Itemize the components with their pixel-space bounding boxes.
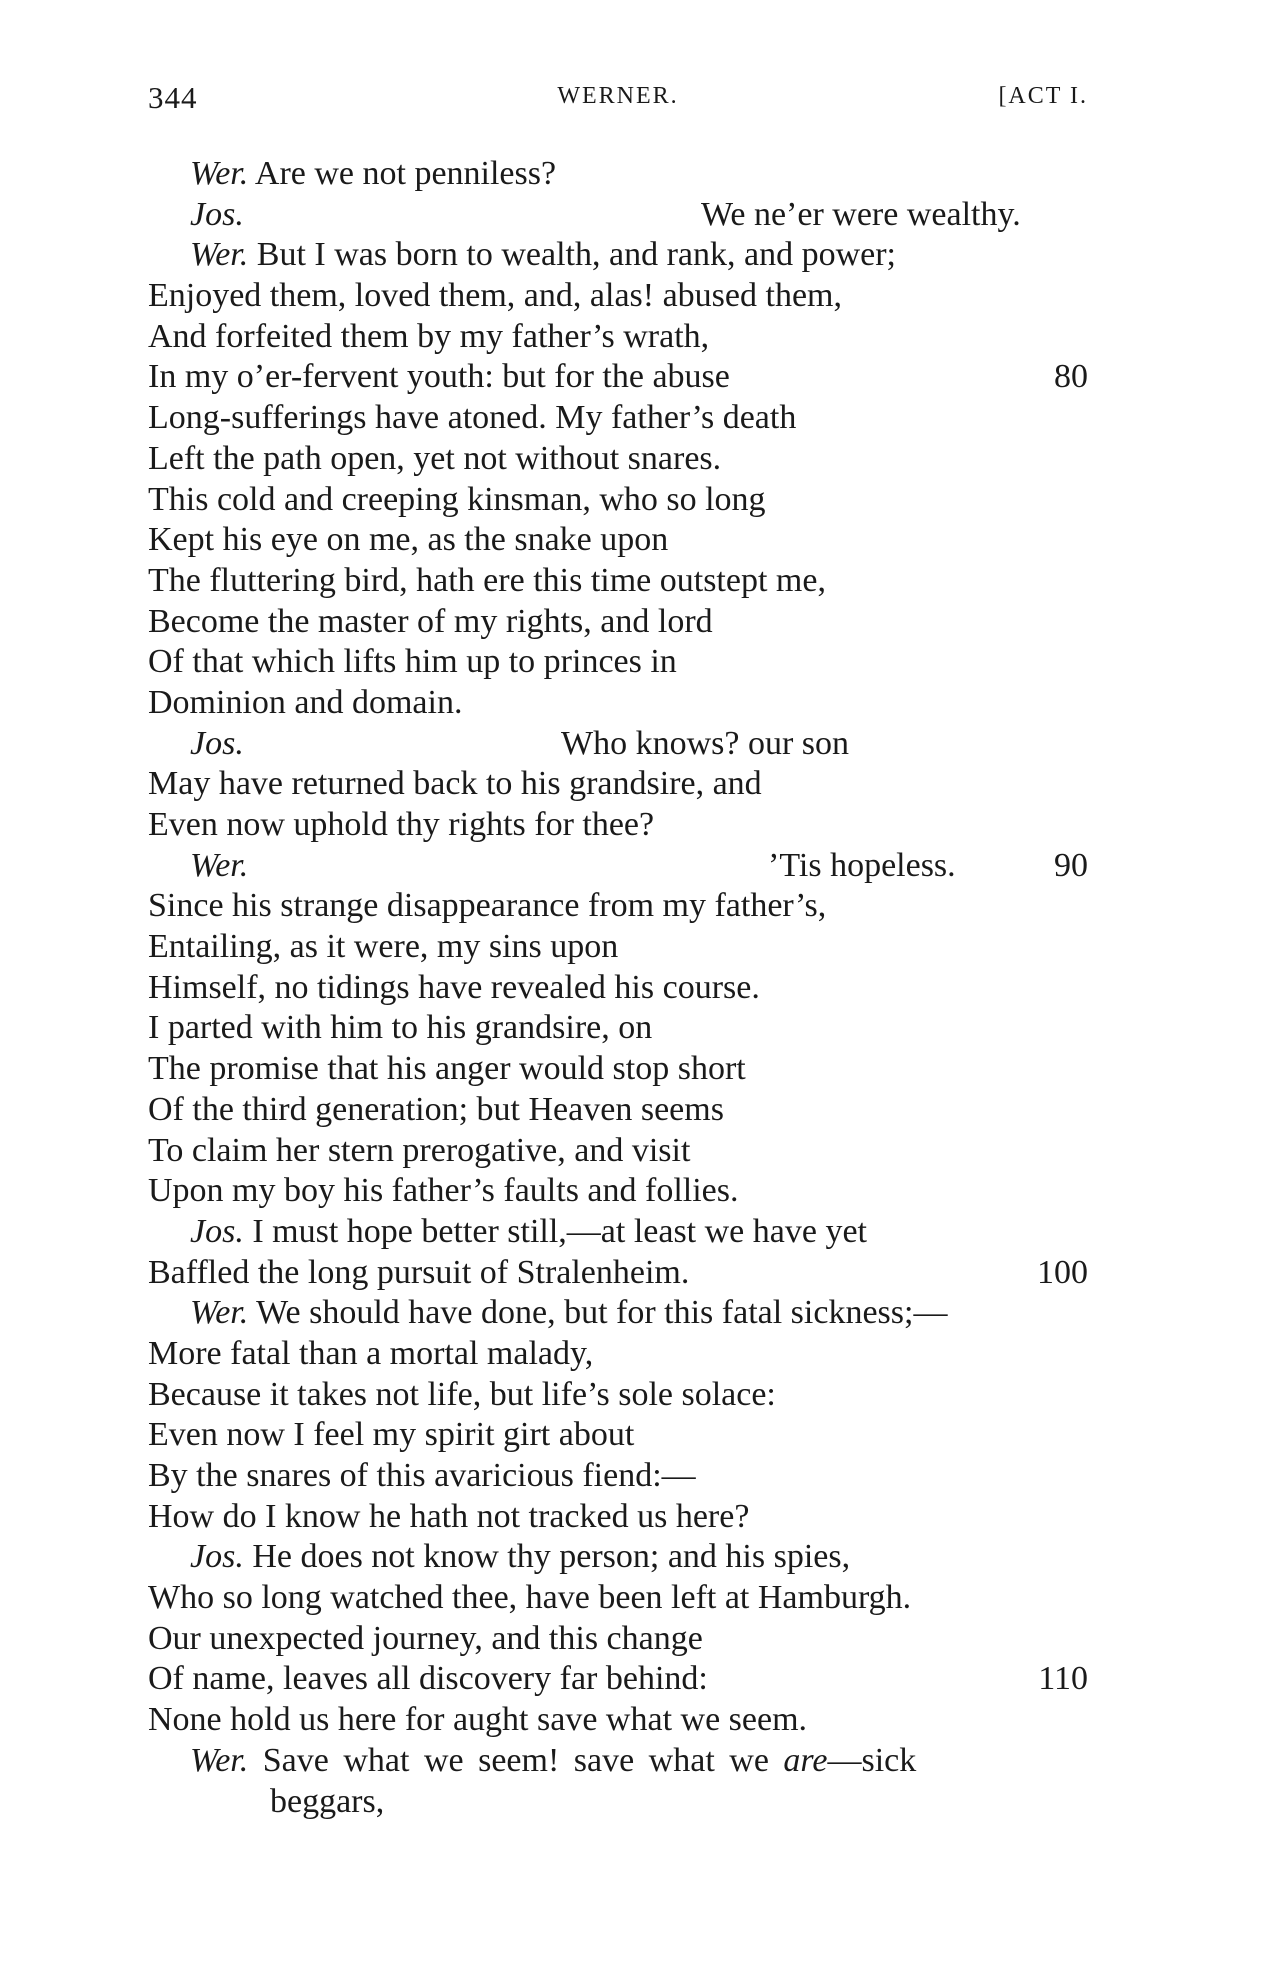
verse-line: May have returned back to his grandsire, and	[148, 765, 762, 803]
verse-line: Our unexpected journey, and this change	[148, 1619, 703, 1657]
verse-line: Wer. But I was born to wealth, and rank, and power;	[190, 236, 896, 274]
speaker-name: Wer.	[190, 155, 249, 192]
verse-line: By the snares of this avaricious fiend:—	[148, 1457, 696, 1494]
verse-line: Jos. I must hope better still,—at least we have yet	[190, 1212, 867, 1250]
verse-line: Jos. Who knows? our son	[190, 724, 850, 762]
verse-line: Baffled the long pursuit of Stralenheim. 100	[148, 1253, 1088, 1294]
speaker-name: Wer.	[190, 1294, 249, 1332]
verse-line: I parted with him to his grandsire, on	[148, 1009, 653, 1047]
speaker-name: Wer.	[190, 1741, 249, 1779]
running-title: WERNER.	[557, 83, 679, 109]
verse-line: Himself, no tidings have revealed his course.	[148, 968, 760, 1006]
verse-line: The promise that his anger would stop short	[148, 1050, 746, 1088]
verse-line: Because it takes not life, but life’s sole solace:	[148, 1375, 776, 1413]
verse-line: Dominion and domain.	[148, 683, 463, 721]
speaker-name: Jos.	[190, 1538, 244, 1576]
page-number: 344	[148, 80, 198, 115]
verse-line: Kept his eye on me, as the snake upon	[148, 521, 669, 559]
line-number: 100	[1037, 1253, 1088, 1291]
verse-line: Wer. We should have done, but for this fatal sickness;—	[190, 1294, 948, 1332]
verse-line: Wer. Save what we seem! save what we are—sick	[190, 1741, 917, 1779]
verse-line: Who so long watched thee, have been left at Hamburgh.	[148, 1579, 912, 1617]
page-header	[148, 80, 1088, 124]
verse-line: In my o’er-fervent youth: but for the abuse 80	[148, 357, 1088, 398]
verse-line: Of the third generation; but Heaven seems	[148, 1090, 724, 1128]
verse-line: None hold us here for aught save what we seem.	[148, 1701, 808, 1739]
verse-line: Jos. He does not know thy person; and his spies,	[190, 1538, 851, 1576]
verse-line: beggars,	[270, 1782, 385, 1820]
verse-line: How do I know he hath not tracked us here?	[148, 1497, 750, 1535]
verse-line: To claim her stern prerogative, and visit	[148, 1131, 691, 1169]
verse-line: And forfeited them by my father’s wrath,	[148, 317, 710, 355]
verse-line: Upon my boy his father’s faults and follies.	[148, 1172, 739, 1210]
verse-line: Long-sufferings have atoned. My father’s death	[148, 399, 797, 437]
verse-line: Left the path open, yet not without snares.	[148, 439, 722, 477]
verse-line: Entailing, as it were, my sins upon	[148, 928, 619, 966]
line-number: 80	[1054, 358, 1088, 396]
speaker-name: Wer.	[190, 846, 249, 884]
verse-line: Since his strange disappearance from my father’s,	[148, 887, 827, 925]
speaker-name: Jos.	[190, 724, 244, 762]
verse-line: This cold and creeping kinsman, who so long	[148, 480, 766, 518]
verse-line: Even now I feel my spirit girt about	[148, 1416, 635, 1454]
verse-line: Wer. Are we not penniless?	[190, 155, 557, 192]
section-label: [ACT I.	[998, 83, 1088, 109]
verse-line: Wer. ’Tis hopeless. 90	[148, 846, 1088, 887]
verse-line: Of that which lifts him up to princes in	[148, 643, 677, 681]
speaker-name: Jos.	[190, 1212, 244, 1250]
verse-line: More fatal than a mortal malady,	[148, 1334, 594, 1372]
verse-line: The fluttering bird, hath ere this time outstept me,	[148, 561, 826, 599]
speaker-name: Wer.	[190, 236, 249, 274]
verse-line: Enjoyed them, loved them, and, alas! abused them,	[148, 277, 842, 315]
verse-text	[148, 154, 1088, 1822]
verse-line: Of name, leaves all discovery far behind: 110	[148, 1659, 1088, 1700]
verse-line: Jos. We ne’er were wealthy.	[190, 195, 1021, 233]
verse-line: Become the master of my rights, and lord	[148, 602, 713, 640]
speaker-name: Jos.	[190, 195, 244, 233]
verse-line: Even now uphold thy rights for thee?	[148, 806, 655, 843]
line-number: 110	[1038, 1660, 1088, 1698]
emphasis-word: are	[783, 1741, 828, 1779]
line-number: 90	[1054, 846, 1088, 884]
